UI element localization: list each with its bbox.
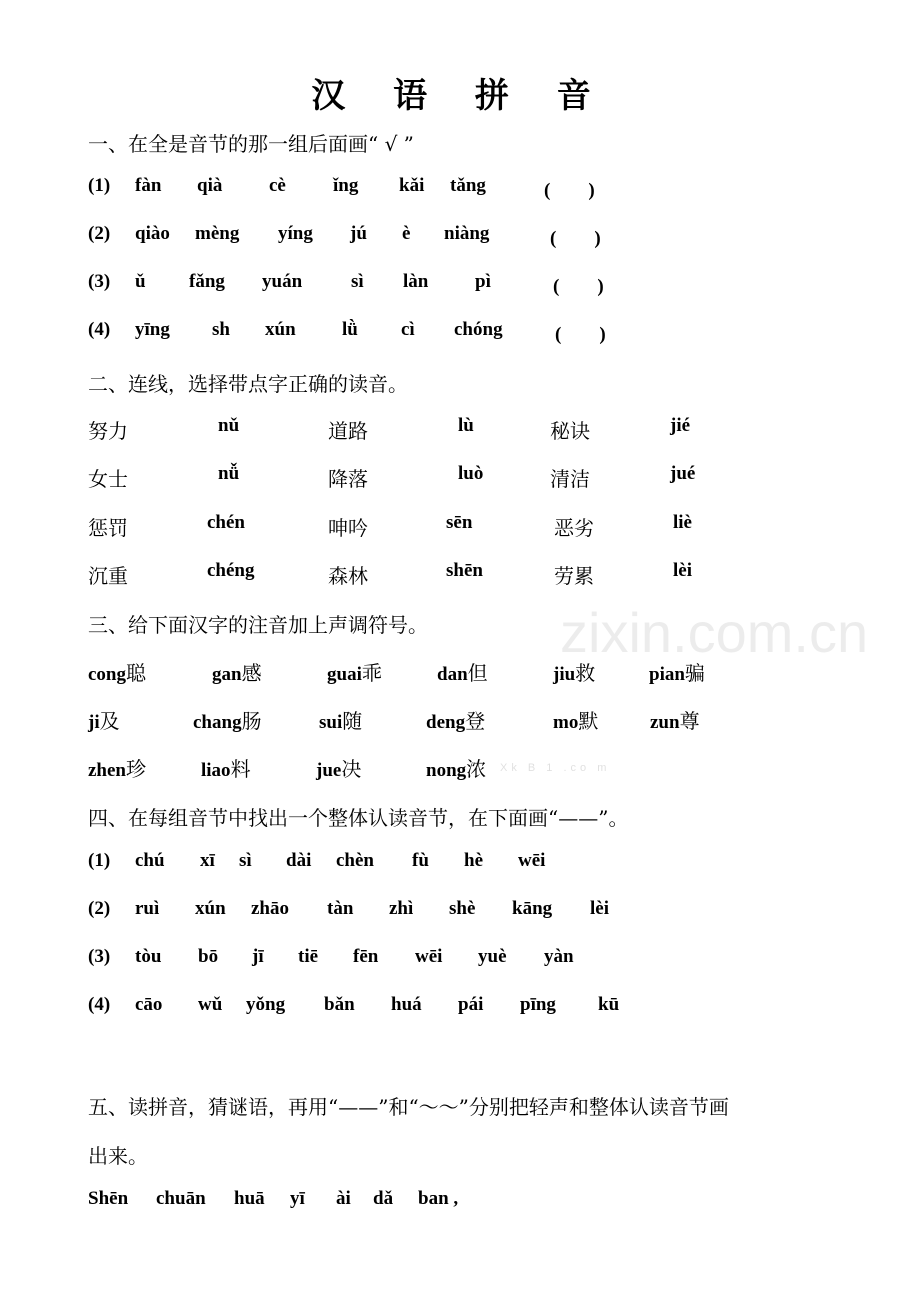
pinyin-item: dan	[437, 664, 468, 685]
s1-row-3	[88, 271, 848, 301]
pinyin-item: nong	[426, 760, 467, 781]
pinyin-item: chèn	[336, 850, 374, 871]
pinyin-item: xún	[265, 319, 296, 340]
pinyin-item: hè	[464, 850, 483, 871]
pinyin-item: lèi	[673, 560, 692, 581]
pinyin-item: chuān	[156, 1188, 206, 1209]
pinyin-item: guai	[327, 664, 362, 685]
pinyin-item: wǔ	[198, 994, 223, 1015]
pinyin-item: ǔ	[135, 271, 146, 292]
pinyin-item: cè	[269, 175, 286, 196]
pinyin-item: sì	[239, 850, 252, 871]
pinyin-item: è	[402, 223, 411, 244]
pinyin-item: kǎi	[399, 175, 425, 196]
character-item: 料	[230, 757, 251, 781]
word-item: 劳累	[554, 564, 594, 588]
pinyin-item: tòu	[135, 946, 162, 967]
pinyin-item: gan	[212, 664, 242, 685]
s1-row-number: (4)	[88, 319, 111, 340]
pinyin-item: zhen	[88, 760, 126, 781]
word-item: 秘诀	[550, 419, 590, 443]
character-item: 珍	[126, 757, 146, 781]
character-item: 及	[99, 709, 120, 733]
pinyin-item: yǒng	[246, 994, 286, 1015]
pinyin-item: ji	[88, 712, 100, 733]
character-item: 肠	[241, 709, 262, 733]
pinyin-item: liè	[673, 512, 692, 533]
s4-row-3	[88, 946, 848, 976]
s3-row-3	[88, 753, 848, 783]
pinyin-item: tàn	[327, 898, 354, 919]
pinyin-item: cāo	[135, 994, 163, 1015]
pinyin-item: bǎn	[324, 994, 355, 1015]
s1-row-2	[88, 223, 848, 253]
s1-row-4	[88, 319, 848, 349]
section2-heading: 二、连线，选择带点字正确的读音。	[88, 372, 408, 396]
section5-heading: 五、读拼音，猜谜语，再用“——”和“～～”分别把轻声和整体认读音节画	[88, 1095, 729, 1119]
pinyin-item: mo	[553, 712, 579, 733]
pinyin-item: fàn	[135, 175, 162, 196]
character-item: 感	[241, 661, 262, 685]
s5-riddle-line	[88, 1188, 848, 1218]
pinyin-item: kū	[598, 994, 620, 1015]
pinyin-item: jué	[670, 463, 696, 484]
pinyin-item: jié	[670, 415, 691, 436]
answer-parentheses[interactable]: ( )	[544, 180, 595, 201]
s2-row-1	[88, 415, 848, 445]
word-item: 清洁	[550, 467, 590, 491]
word-item: 努力	[88, 419, 128, 443]
pinyin-item: shēn	[446, 560, 483, 581]
pinyin-item: wēi	[518, 850, 546, 871]
word-item: 道路	[328, 419, 368, 443]
pinyin-item: jue	[316, 760, 342, 781]
pinyin-item: pì	[475, 271, 491, 292]
pinyin-item: yīng	[135, 319, 170, 340]
pinyin-item: wēi	[415, 946, 443, 967]
s1-row-number: (3)	[88, 271, 111, 292]
pinyin-item: yuè	[478, 946, 507, 967]
answer-parentheses[interactable]: ( )	[550, 228, 601, 249]
pinyin-item: fǎng	[189, 271, 225, 292]
pinyin-item: liao	[201, 760, 231, 781]
pinyin-item: sh	[212, 319, 230, 340]
word-item: 女士	[88, 467, 128, 491]
pinyin-item: sì	[351, 271, 364, 292]
pinyin-item: huā	[234, 1188, 265, 1209]
pinyin-item: zhāo	[251, 898, 289, 919]
pinyin-item: zun	[650, 712, 680, 733]
pinyin-item: deng	[426, 712, 466, 733]
pinyin-item: chóng	[454, 319, 503, 340]
pinyin-item: yuán	[262, 271, 303, 292]
character-item: 救	[575, 661, 596, 685]
pinyin-item: luò	[458, 463, 484, 484]
pinyin-item: ban ,	[418, 1188, 459, 1209]
pinyin-item: zhì	[389, 898, 414, 919]
pinyin-item: qià	[197, 175, 223, 196]
s4-row-number: (4)	[88, 994, 111, 1015]
character-item: 决	[341, 757, 362, 781]
character-item: 登	[465, 709, 486, 733]
pinyin-item: nǔ	[218, 415, 240, 436]
character-item: 默	[578, 709, 599, 733]
pinyin-item: jī	[252, 946, 264, 967]
pinyin-item: kāng	[512, 898, 553, 919]
s4-row-number: (1)	[88, 850, 111, 871]
pinyin-item: xún	[195, 898, 226, 919]
character-item: 随	[342, 709, 363, 733]
pinyin-item: sui	[319, 712, 343, 733]
pinyin-item: pái	[458, 994, 484, 1015]
pinyin-item: ǐng	[333, 175, 359, 196]
s1-row-number: (1)	[88, 175, 111, 196]
pinyin-item: jú	[350, 223, 367, 244]
pinyin-item: sēn	[446, 512, 473, 533]
pinyin-item: pīng	[520, 994, 556, 1015]
pinyin-item: cong	[88, 664, 126, 685]
pinyin-item: nǚ	[218, 463, 240, 484]
section5-heading-continued: 出来。	[88, 1144, 148, 1168]
word-item: 降落	[328, 467, 368, 491]
character-item: 乖	[361, 661, 382, 685]
pinyin-item: huá	[391, 994, 422, 1015]
pinyin-item: chén	[207, 512, 245, 533]
s4-row-2	[88, 898, 848, 928]
pinyin-item: ài	[336, 1188, 351, 1209]
pinyin-item: lù	[458, 415, 474, 436]
answer-parentheses[interactable]: ( )	[555, 324, 606, 345]
character-item: 尊	[679, 709, 700, 733]
pinyin-item: dài	[286, 850, 312, 871]
answer-parentheses[interactable]: ( )	[553, 276, 604, 297]
word-item: 恶劣	[554, 516, 594, 540]
pinyin-item: làn	[403, 271, 429, 292]
pinyin-item: jiu	[553, 664, 576, 685]
section3-heading: 三、给下面汉字的注音加上声调符号。	[88, 613, 428, 637]
word-item: 沉重	[88, 564, 128, 588]
s4-row-1	[88, 850, 848, 880]
pinyin-item: chang	[193, 712, 242, 733]
s4-row-number: (3)	[88, 946, 111, 967]
pinyin-item: chú	[135, 850, 165, 871]
s3-row-1	[88, 657, 848, 687]
character-item: 骗	[684, 661, 705, 685]
section4-heading: 四、在每组音节中找出一个整体认读音节，在下面画“——”。	[88, 806, 629, 830]
s4-row-number: (2)	[88, 898, 111, 919]
s2-row-2	[88, 463, 848, 493]
pinyin-item: niàng	[444, 223, 490, 244]
word-item: 惩罚	[88, 516, 128, 540]
pinyin-item: chéng	[207, 560, 255, 581]
pinyin-item: lèi	[590, 898, 609, 919]
s2-row-3	[88, 512, 848, 542]
page-title: 汉 语 拼 音	[311, 76, 609, 116]
pinyin-item: pian	[649, 664, 685, 685]
pinyin-item: shè	[449, 898, 476, 919]
pinyin-item: yíng	[278, 223, 313, 244]
pinyin-item: lǜ	[342, 319, 358, 340]
pinyin-item: fēn	[353, 946, 379, 967]
section1-heading: 一、在全是音节的那一组后面画“ √ ”	[88, 132, 414, 156]
pinyin-item: cì	[401, 319, 415, 340]
pinyin-item: Shēn	[88, 1188, 129, 1209]
pinyin-item: qiào	[135, 223, 170, 244]
character-item: 聪	[126, 661, 146, 685]
s1-row-number: (2)	[88, 223, 111, 244]
s4-row-4	[88, 994, 848, 1024]
pinyin-item: bō	[198, 946, 219, 967]
word-item: 森林	[328, 564, 368, 588]
pinyin-item: yī	[290, 1188, 305, 1209]
pinyin-item: mèng	[195, 223, 240, 244]
word-item: 呻吟	[328, 516, 368, 540]
pinyin-item: tiē	[298, 946, 319, 967]
s3-row-2	[88, 705, 848, 735]
watermark-small: Xk B 1 .co m	[500, 762, 611, 774]
character-item: 但	[467, 661, 488, 685]
character-item: 浓	[466, 757, 487, 781]
pinyin-item: fù	[412, 850, 429, 871]
pinyin-item: ruì	[135, 898, 160, 919]
pinyin-item: xī	[200, 850, 215, 871]
pinyin-item: yàn	[544, 946, 574, 967]
pinyin-item: tǎng	[450, 175, 486, 196]
watermark: zixin.com.cn	[560, 601, 869, 664]
pinyin-item: dǎ	[373, 1188, 394, 1209]
s2-row-4	[88, 560, 848, 590]
s1-row-1	[88, 175, 848, 205]
